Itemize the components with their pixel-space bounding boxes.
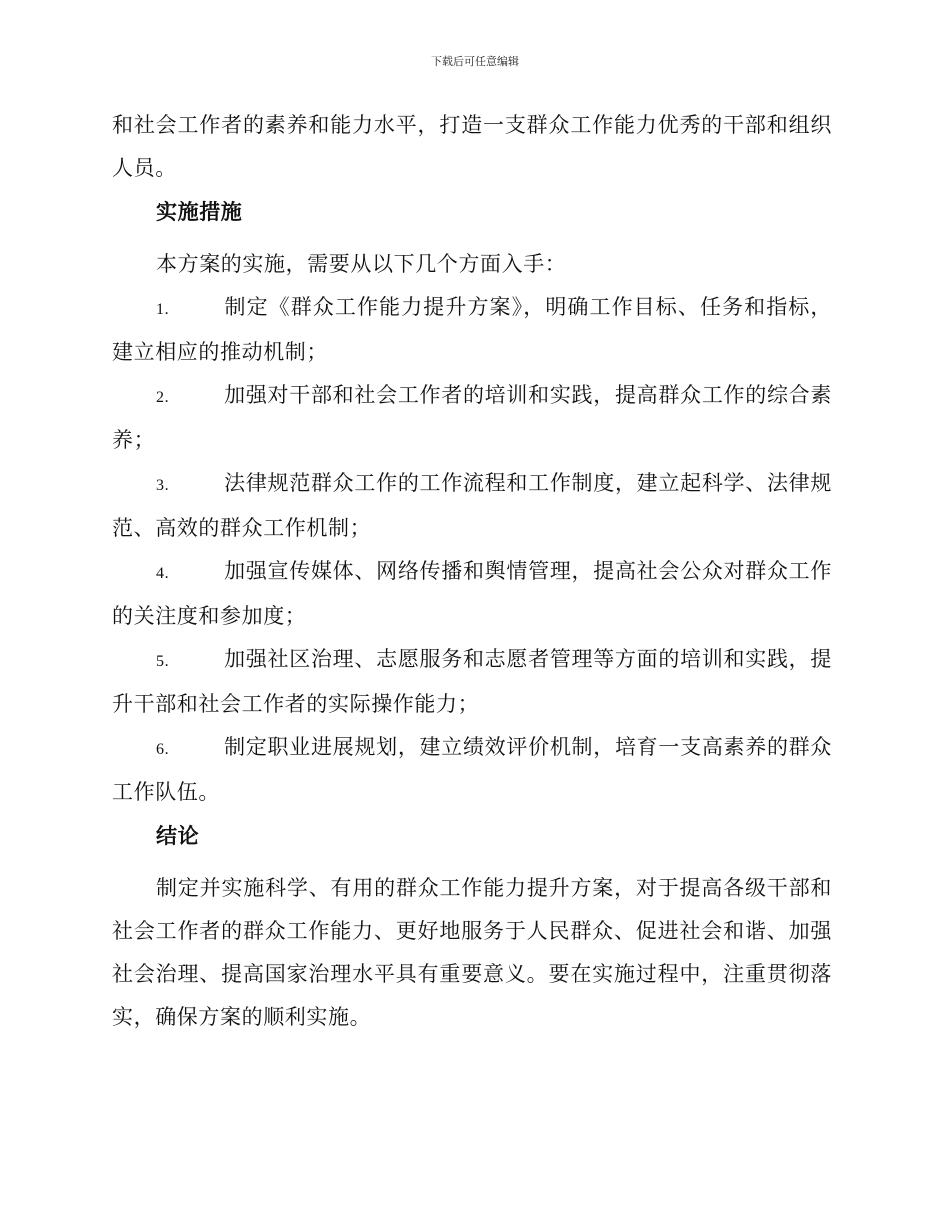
list-number: 5. bbox=[156, 653, 170, 670]
list-item-text: 法律规范群众工作的工作流程和工作制度，建立起科学、法律规范、高效的群众工作机制； bbox=[112, 471, 832, 540]
list-number: 3. bbox=[156, 477, 170, 494]
measure-item-4 bbox=[112, 550, 832, 638]
list-item-text: 加强社区治理、志愿服务和志愿者管理等方面的培训和实践，提升干部和社会工作者的实际操作能力； bbox=[112, 647, 832, 716]
measure-item-5 bbox=[112, 638, 832, 726]
list-number: 1. bbox=[156, 301, 170, 318]
section-heading-measures: 实施措施 bbox=[156, 199, 243, 224]
list-number: 6. bbox=[156, 741, 170, 758]
measure-item-6 bbox=[112, 726, 832, 814]
measures-lead-paragraph: 本方案的实施，需要从以下几个方面入手： bbox=[156, 252, 567, 276]
measure-item-1 bbox=[112, 286, 832, 374]
measure-item-2 bbox=[112, 374, 832, 462]
conclusion-paragraph: 制定并实施科学、有用的群众工作能力提升方案，对于提高各级干部和社会工作者的群众工作能力、更好地服务于人民群众、促进社会和谐、加强社会治理、提高国家治理水平具有重要意义。要在实施过程中，注重贯彻落实，确保方案的顺利实施。 bbox=[112, 876, 832, 1029]
list-item-text: 制定职业进展规划，建立绩效评价机制，培育一支高素养的群众工作队伍。 bbox=[112, 735, 832, 804]
list-number: 4. bbox=[156, 565, 170, 582]
list-item-text: 加强对干部和社会工作者的培训和实践，提高群众工作的综合素养； bbox=[112, 383, 832, 452]
list-item-text: 制定《群众工作能力提升方案》，明确工作目标、任务和指标，建立相应的推动机制； bbox=[112, 295, 832, 364]
page-header: 下载后可任意编辑 bbox=[431, 55, 519, 68]
measure-item-3 bbox=[112, 462, 832, 550]
list-number: 2. bbox=[156, 389, 170, 406]
list-item-text: 加强宣传媒体、网络传播和舆情管理，提高社会公众对群众工作的关注度和参加度； bbox=[112, 559, 832, 628]
intro-paragraph: 和社会工作者的素养和能力水平，打造一支群众工作能力优秀的干部和组织人员。 bbox=[112, 113, 832, 180]
document-body bbox=[112, 104, 832, 1039]
section-heading-conclusion: 结论 bbox=[156, 823, 200, 848]
